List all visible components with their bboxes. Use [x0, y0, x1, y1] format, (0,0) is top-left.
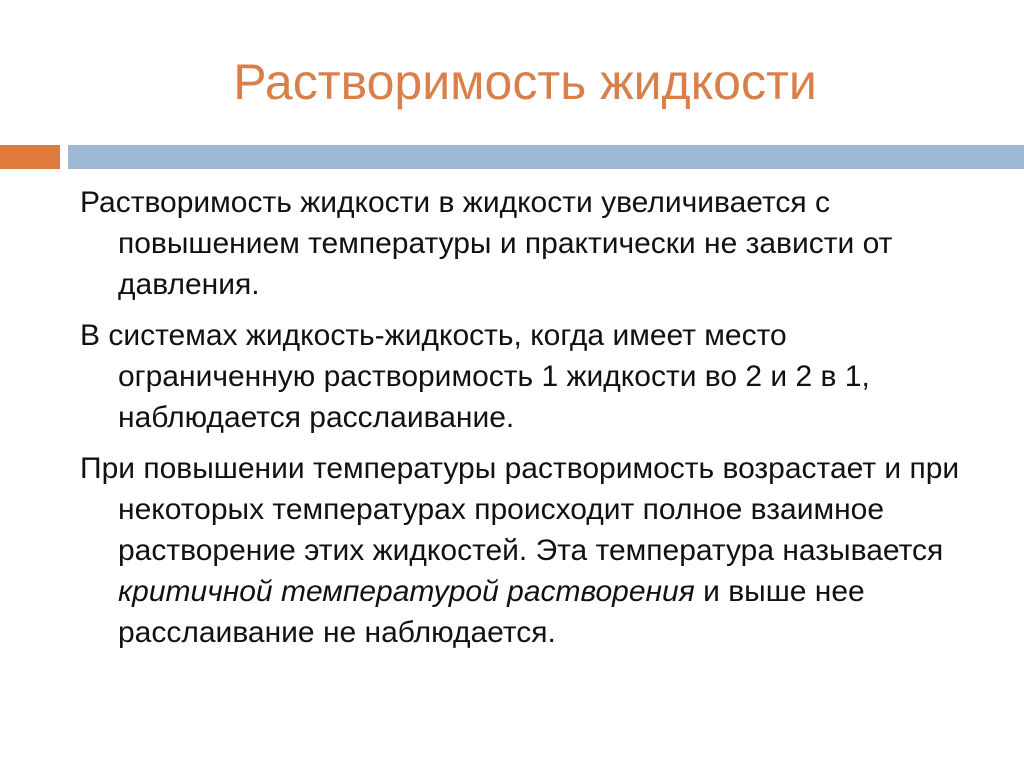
critical-temperature-text-before: При повышении температуры растворимость возрастает и при некоторых температурах происходит полное взаимное растворение этих жидкостей. Эта температура называется: [80, 452, 960, 567]
slide-content: [80, 182, 980, 663]
critical-temperature-text-after: и выше нее расслаивание не наблюдается.: [118, 575, 865, 649]
paragraph-solubility-temperature: Растворимость жидкости в жидкости увеличивается с повышением температуры и практически не зависти от давления.: [80, 186, 893, 301]
title-band-main: [68, 145, 1024, 169]
paragraph-liquid-liquid-systems: В системах жидкость-жидкость, когда имеет место ограниченную растворимость 1 жидкости во 2 и 2 в 1, наблюдается расслаивание.: [80, 319, 870, 434]
slide-title: Растворимость жидкости: [233, 54, 817, 110]
critical-temperature-term: критичной температурой растворения: [118, 575, 695, 608]
paragraph-critical-temperature: [80, 448, 980, 653]
title-band-accent: [0, 145, 60, 169]
